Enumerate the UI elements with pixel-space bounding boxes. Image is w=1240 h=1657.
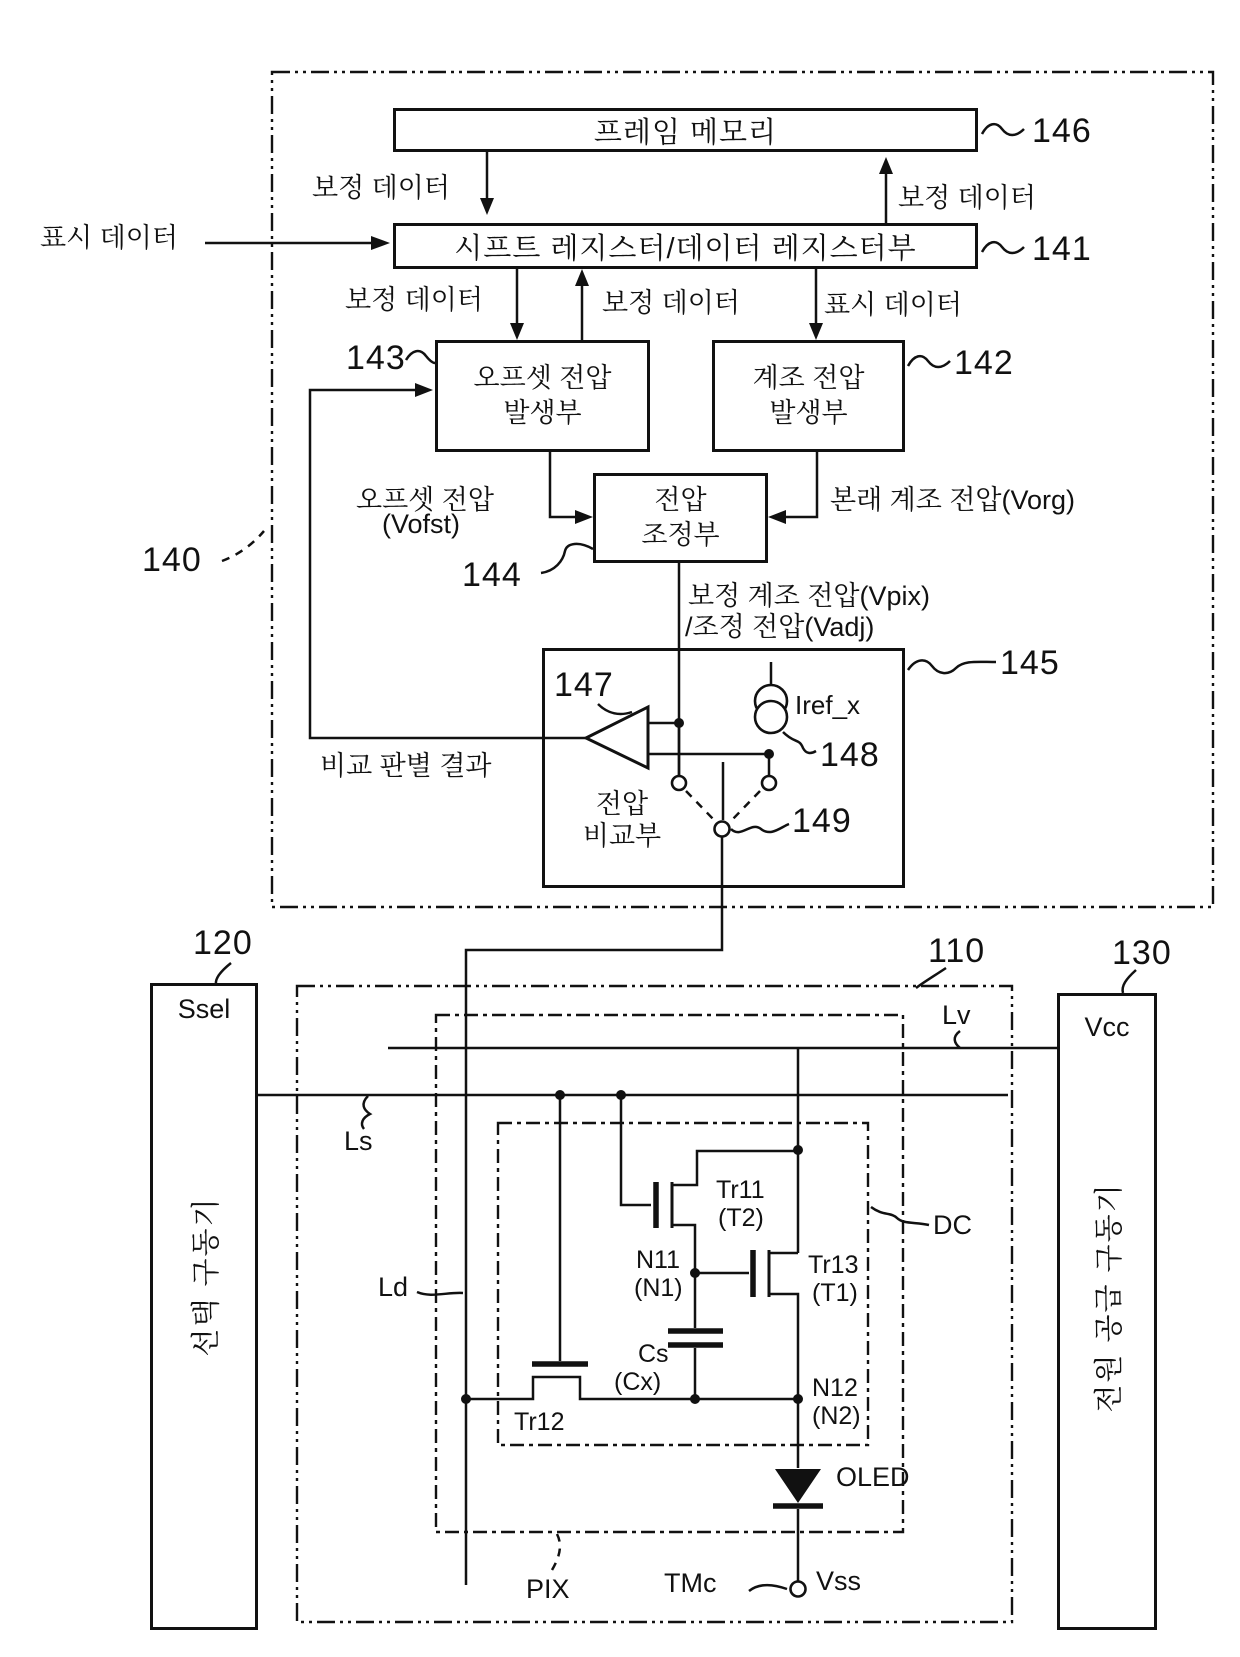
select-driver-label: 선택 구동기 [190, 1196, 223, 1357]
voltage-adjuster-label-line1: 전압 [654, 485, 707, 515]
shift-register-label: 시프트 레지스터/데이터 레지스터부 [454, 232, 917, 265]
ref-143: 143 [346, 339, 406, 377]
display-data-label-b: 표시 데이터 [824, 290, 962, 320]
tmc-label: TMc [664, 1568, 717, 1598]
n12-label: N12 [812, 1374, 858, 1402]
ls-label: Ls [344, 1126, 373, 1156]
junction-dot [461, 1394, 471, 1404]
vcc-terminal-label: Vcc [1084, 1012, 1130, 1042]
offset-generator-label-line2: 발생부 [503, 398, 582, 428]
arrowhead-down-icon [510, 323, 524, 340]
ref-120: 120 [193, 924, 253, 962]
squiggle-dc-icon [871, 1207, 929, 1225]
shift-register-box [393, 223, 978, 269]
arrowhead-right-icon [575, 510, 593, 524]
arrowhead-up-icon [575, 269, 589, 286]
adjustment-voltage-label: /조정 전압(Vadj) [685, 612, 875, 642]
tr13-label: Tr13 [808, 1251, 859, 1279]
tr12-label: Tr12 [514, 1408, 565, 1436]
panel-boundary-box [297, 986, 1012, 1622]
grayscale-voltage-generator-box [712, 340, 905, 452]
pix-label: PIX [526, 1574, 570, 1604]
squiggle-pix-icon [552, 1534, 560, 1570]
tr13-source-line [769, 1294, 798, 1399]
n11-label: N11 [636, 1246, 681, 1274]
correction-data-label-tr: 보정 데이터 [898, 183, 1036, 213]
comparison-result-label: 비교 판별 결과 [320, 751, 492, 781]
ref-146: 146 [1032, 112, 1092, 150]
oled-diode-icon [775, 1469, 821, 1503]
tilde-146-icon [982, 124, 1024, 135]
ld-label: Ld [378, 1272, 409, 1302]
n11-alt-label: (N1) [634, 1274, 683, 1302]
offset-generator-label-line1: 오프셋 전압 [473, 363, 612, 393]
lv-label: Lv [942, 1000, 971, 1030]
ref-141: 141 [1032, 230, 1092, 268]
tilde-143-icon [406, 351, 435, 363]
squiggle-144-icon [541, 544, 593, 573]
grayscale-to-adjuster-line [777, 452, 817, 517]
ref-145: 145 [1000, 644, 1060, 682]
cs-alt-label: (Cx) [614, 1368, 662, 1396]
tilde-145-icon [908, 660, 996, 673]
arrowhead-down-icon [809, 323, 823, 340]
tr11-label: Tr11 [716, 1176, 765, 1204]
tr11-alt-label: (T2) [718, 1204, 764, 1232]
corrected-grayscale-voltage-label: 보정 계조 전압(Vpix) [688, 581, 931, 611]
ref-142: 142 [954, 344, 1014, 382]
arrowhead-right-icon [415, 383, 433, 397]
arrowhead-left-icon [768, 510, 786, 524]
cs-label: Cs [638, 1340, 669, 1368]
panel-lines [258, 1048, 1057, 1100]
original-grayscale-voltage-label: 본래 계조 전압(Vorg) [830, 485, 1076, 515]
squiggle-lv-icon [955, 1031, 960, 1048]
reference-current-label: Iref_x [795, 690, 861, 720]
voltage-comparator-label-line1: 전압 [595, 789, 649, 819]
ref-148: 148 [820, 736, 880, 774]
dc-label: DC [933, 1210, 972, 1240]
grayscale-generator-label-line2: 발생부 [769, 398, 848, 428]
offset-voltage-label: 오프셋 전압 [356, 485, 494, 515]
ref-140: 140 [142, 541, 202, 579]
correction-data-label-bm: 보정 데이터 [602, 288, 740, 318]
ld-output-line [466, 837, 722, 1585]
oled-label: OLED [836, 1462, 910, 1492]
voltage-adjuster-box [593, 473, 768, 563]
tr11-gate-line [621, 1095, 651, 1205]
voltage-adjuster-label-line2: 조정부 [641, 520, 720, 550]
squiggle-130-icon [1123, 970, 1136, 993]
arrowhead-right-icon [371, 236, 390, 250]
ref-110: 110 [928, 932, 986, 970]
vss-terminal [791, 1582, 806, 1597]
frame-memory-label: 프레임 메모리 [593, 116, 778, 149]
ssel-terminal-label: Ssel [177, 994, 231, 1024]
offset-voltage-symbol-label: (Vofst) [382, 509, 461, 539]
arrowhead-down-icon [480, 198, 494, 215]
ref-144: 144 [462, 556, 522, 594]
squiggle-tmc-icon [749, 1585, 787, 1591]
tr13-alt-label: (T1) [812, 1279, 858, 1307]
power-supply-driver-label: 전원 공급 구동기 [1093, 1182, 1126, 1413]
ref-149: 149 [792, 802, 852, 840]
squiggle-ls-icon [362, 1096, 370, 1129]
arrowhead-up-icon [879, 157, 893, 174]
frame-memory-box [393, 108, 978, 152]
correction-data-label-bl: 보정 데이터 [345, 285, 483, 315]
voltage-comparator-label-line2: 비교부 [582, 821, 662, 851]
vss-label: Vss [816, 1566, 862, 1596]
n12-alt-label: (N2) [812, 1402, 861, 1430]
offset-voltage-generator-box [435, 340, 650, 452]
squiggle-140-icon [222, 531, 264, 561]
pixel-circuit [461, 1048, 823, 1597]
tilde-141-icon [982, 242, 1024, 253]
voltage-comparator-label [558, 788, 686, 852]
squiggle-ld-icon [417, 1292, 463, 1295]
squiggle-120-icon [216, 963, 231, 984]
correction-data-label-tl: 보정 데이터 [312, 173, 450, 203]
tilde-142-icon [908, 356, 950, 367]
ref-147: 147 [554, 666, 614, 704]
grayscale-generator-label-line1: 계조 전압 [752, 363, 865, 393]
offset-to-adjuster-line [550, 452, 584, 517]
ref-130: 130 [1112, 934, 1172, 972]
display-data-in-label: 표시 데이터 [40, 223, 178, 253]
